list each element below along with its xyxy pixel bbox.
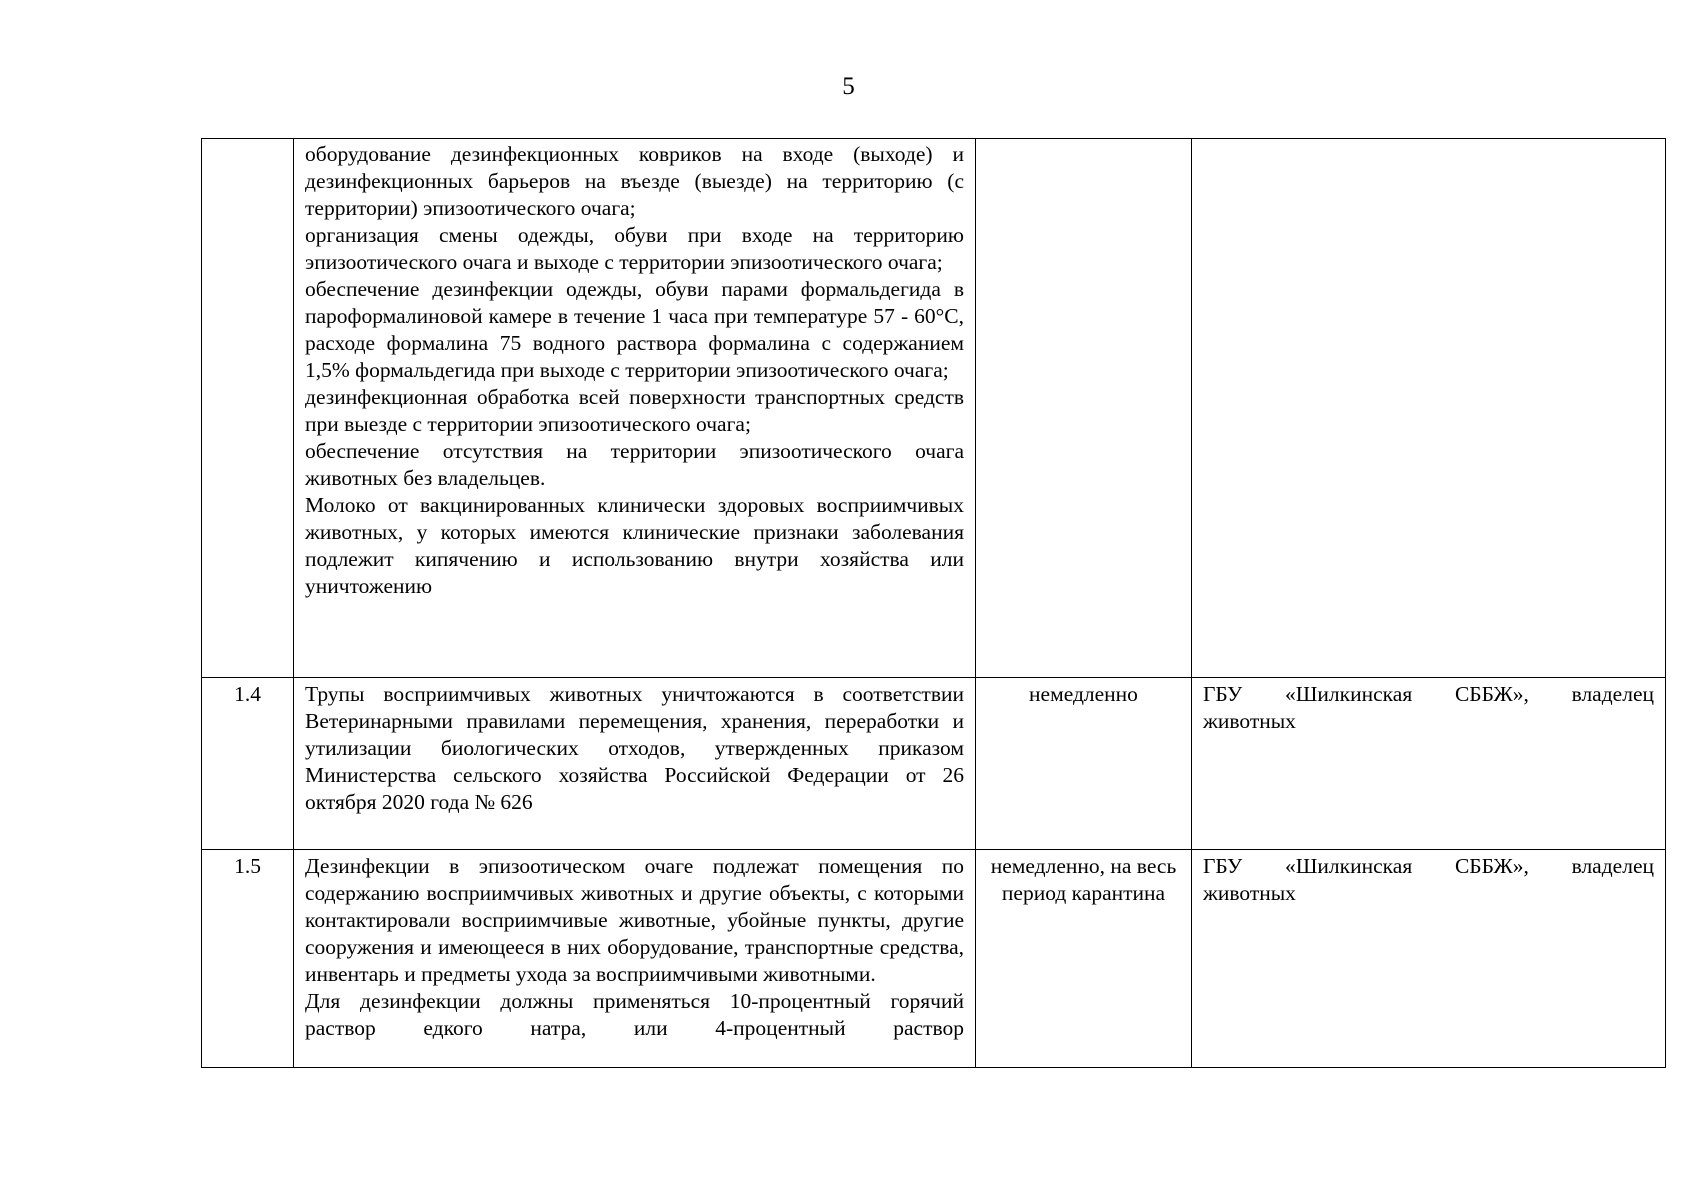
measure-text-cell: [294, 139, 976, 678]
page-number: 5: [842, 73, 855, 100]
measure-paragraph: организация смены одежды, обуви при входе на территорию эпизоотического очага и выходе с территории эпизоотического очага;: [305, 223, 964, 274]
table-row: [202, 678, 1666, 850]
responsible-line: ГБУ «Шилкинская СББЖ», владелец: [1203, 682, 1654, 706]
deadline-cell: немедленно: [976, 678, 1192, 850]
table-row: [202, 139, 1666, 678]
responsible-cell: [1192, 678, 1666, 850]
row-number-cell: 1.5: [202, 850, 294, 1068]
row-number-cell: [202, 139, 294, 678]
responsible-cell: [1192, 850, 1666, 1068]
deadline-cell: [976, 139, 1192, 678]
deadline-cell: немедленно, на весь период карантина: [976, 850, 1192, 1068]
measure-paragraph: Трупы восприимчивых животных уничтожаются в соответствии Ветеринарными правилами перемещения, хранения, переработки и утилизации биологических отходов, утвержденных приказом Министерства сельского хозяйства Российской Федерации от 26 октября 2020 года № 626: [305, 682, 964, 814]
row-number-cell: 1.4: [202, 678, 294, 850]
measure-paragraph: оборудование дезинфекционных ковриков на входе (выходе) и дезинфекционных барьеров на въезде (выезде) на территорию (с территории) эпизоотического очага;: [305, 142, 964, 220]
responsible-cell: [1192, 139, 1666, 678]
measure-paragraph: обеспечение дезинфекции одежды, обуви парами формальдегида в пароформалиновой камере в течение 1 часа при температуре 57 - 60°С, расходе формалина 75 водного раствора формалина с содержанием 1,5% формальдегида при выходе с территории эпизоотического очага;: [305, 277, 964, 382]
measure-paragraph: Дезинфекции в эпизоотическом очаге подлежат помещения по содержанию восприимчивых животных и другие объекты, с которыми контактировали восприимчивые животные, убойные пункты, другие сооружения и имеющееся в них оборудование, транспортные средства, инвентарь и предметы ухода за восприимчивыми животными.: [305, 854, 964, 986]
measure-paragraph: обеспечение отсутствия на территории эпизоотического очага животных без владельцев.: [305, 439, 964, 490]
responsible-line: ГБУ «Шилкинская СББЖ», владелец: [1203, 854, 1654, 878]
measure-paragraph: Молоко от вакцинированных клинически здоровых восприимчивых животных, у которых имеются клинические признаки заболевания подлежит кипячению и использованию внутри хозяйства или уничтожению: [305, 493, 964, 598]
measures-table: [201, 138, 1666, 1068]
measure-text-cell: [294, 678, 976, 850]
table-row: [202, 850, 1666, 1068]
responsible-line: животных: [1203, 709, 1296, 733]
measure-text-cell: [294, 850, 976, 1068]
measure-paragraph: Для дезинфекции должны применяться 10-процентный горячий раствор едкого натра, или 4-процентный раствор: [305, 989, 964, 1040]
measure-paragraph: дезинфекционная обработка всей поверхности транспортных средств при выезде с территории эпизоотического очага;: [305, 385, 964, 436]
responsible-line: животных: [1203, 881, 1296, 905]
